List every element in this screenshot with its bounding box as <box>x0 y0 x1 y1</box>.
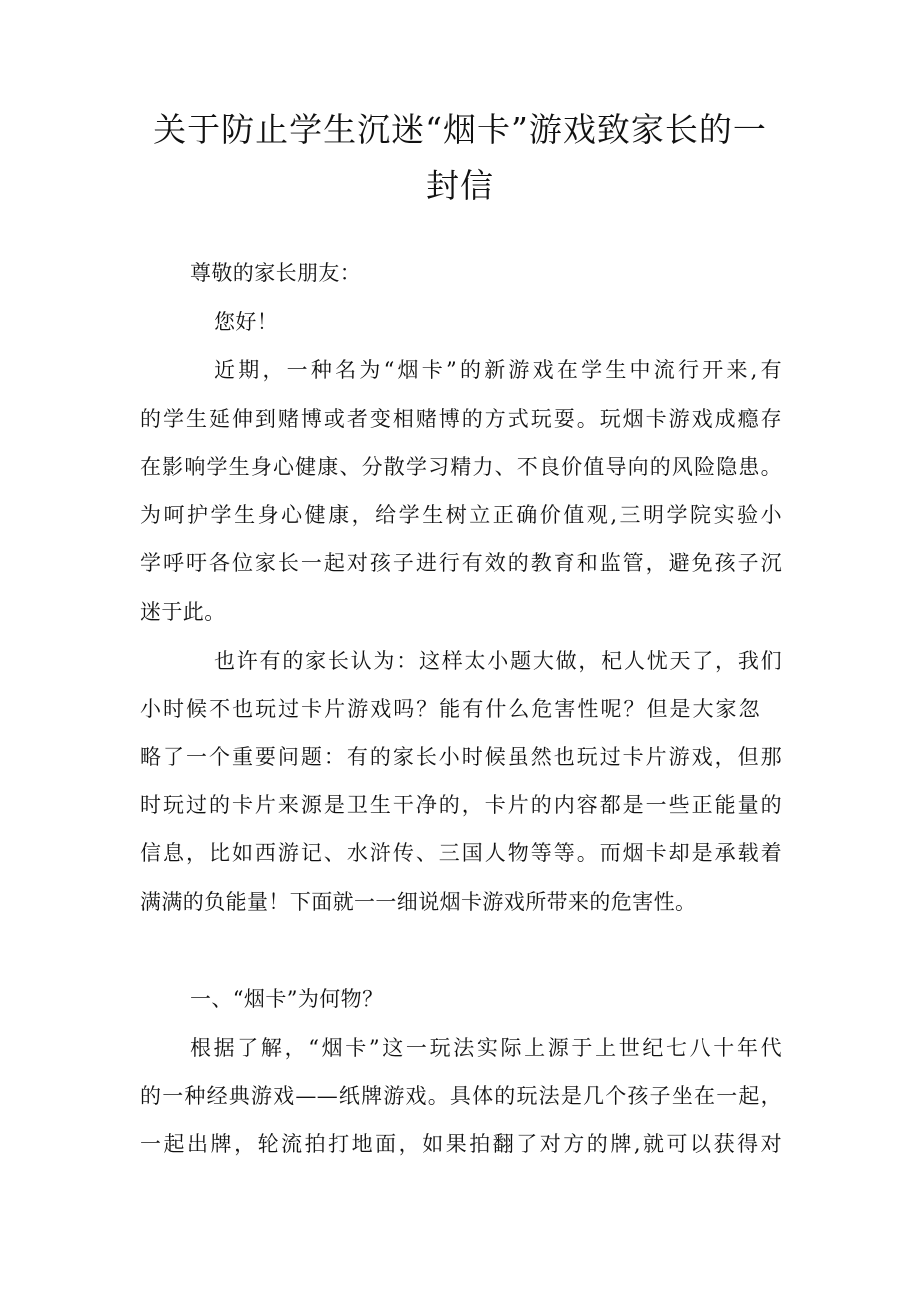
para3-line: 根据了解，“烟卡”这一玩法实际上源于上世纪七八十年代 <box>190 1036 782 1060</box>
para2-line: 略了一个重要问题：有的家长小时候虽然也玩过卡片游戏，但那 <box>140 745 782 769</box>
para1-line: 为呵护学生身心健康，给学生树立正确价值观,三明学院实验小 <box>140 503 782 527</box>
para2-line: 信息，比如西游记、水浒传、三国人物等等。而烟卡却是承载着 <box>140 841 782 865</box>
para2-line: 满满的负能量！下面就一一细说烟卡游戏所带来的危害性。 <box>140 890 697 914</box>
para2-line: 时玩过的卡片来源是卫生干净的，卡片的内容都是一些正能量的 <box>140 793 782 817</box>
greeting: 您好！ <box>214 310 279 334</box>
para1-line: 的学生延伸到赌博或者变相赌博的方式玩耍。玩烟卡游戏成瘾存 <box>140 407 782 431</box>
para1-line: 学呼吁各位家长一起对孩子进行有效的教育和监管，避免孩子沉 <box>140 551 782 575</box>
para1-line: 近期，一种名为“烟卡”的新游戏在学生中流行开来,有 <box>214 358 782 382</box>
para3-line: 一起出牌，轮流拍打地面，如果拍翻了对方的牌,就可以获得对 <box>140 1132 782 1156</box>
section-heading: 一、“烟卡”为何物？ <box>190 987 384 1011</box>
para1-line: 在影响学生身心健康、分散学习精力、不良价值导向的风险隐患。 <box>140 455 782 479</box>
letter-title: 关于防止学生沉迷“烟卡”游戏致家长的一封信 <box>153 110 767 205</box>
para2-line: 小时候不也玩过卡片游戏吗？能有什么危害性呢？但是大家忽 <box>140 697 760 721</box>
para2-line: 也许有的家长认为：这样太小题大做，杞人忧天了，我们 <box>214 649 782 673</box>
para1-line: 迷于此。 <box>140 600 226 624</box>
para3-line: 的一种经典游戏——纸牌游戏。具体的玩法是几个孩子坐在一起， <box>140 1084 782 1108</box>
salutation: 尊敬的家长朋友： <box>190 261 362 285</box>
